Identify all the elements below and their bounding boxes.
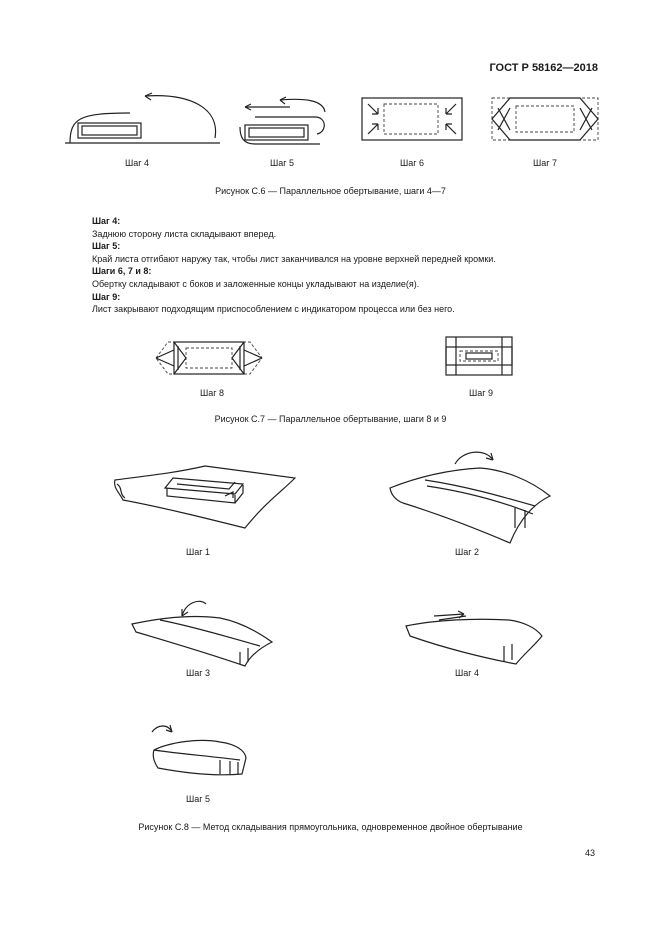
fig6-label-step7: Шаг 7 [532,158,558,168]
fig7-label-step9: Шаг 9 [468,388,494,398]
step9-drawing [444,335,516,377]
fig8-step3-drawing [130,596,275,668]
step678-text: Обертку складывают с боков и заложенные концы укладывают на изделие(я). [92,278,420,289]
fig6-label-step6: Шаг 6 [399,158,425,168]
document-id: ГОСТ Р 58162—2018 [489,62,598,74]
step5-title: Шаг 5: [92,241,121,252]
step5-text: Край листа отгибают наружу так, чтобы лист заканчивался на уровне верхней передней кромки. [92,253,496,264]
step6-drawing [360,96,464,142]
fig8-step5-drawing [150,724,250,782]
page-number: 43 [584,848,595,858]
figure6-caption: Рисунок С.6 — Параллельное обертывание, шаги 4—7 [215,186,446,196]
step9-title: Шаг 9: [92,291,121,302]
figure7-caption: Рисунок С.7 — Параллельное обертывание, шаги 8 и 9 [214,414,447,424]
fig8-label-step1: Шаг 1 [185,547,211,557]
fig6-label-step4: Шаг 4 [124,158,150,168]
fig8-step1-drawing [105,458,300,533]
step678-title: Шаги 6, 7 и 8: [92,266,152,277]
step9-text: Лист закрывают подходящим приспособлением с индикатором процесса или без него. [92,304,455,315]
fig7-label-step8: Шаг 8 [199,388,225,398]
step4-drawing [60,88,225,148]
fig8-label-step5: Шаг 5 [185,794,211,804]
fig8-label-step2: Шаг 2 [454,547,480,557]
step4-text: Заднюю сторону листа складывают вперед. [92,228,277,239]
fig8-label-step3: Шаг 3 [185,668,211,678]
fig8-step2-drawing [385,448,555,548]
fig8-label-step4: Шаг 4 [454,668,480,678]
step5-drawing [235,92,335,147]
figure8-caption: Рисунок С.8 — Метод складывания прямоугольника, одновременное двойное обертывание [138,822,523,832]
step4-title: Шаг 4: [92,216,121,226]
fig8-step4-drawing [404,606,544,668]
step8-drawing [154,338,264,378]
instructions-block [92,215,592,316]
step7-drawing [490,96,600,142]
fig6-label-step5: Шаг 5 [269,158,295,168]
